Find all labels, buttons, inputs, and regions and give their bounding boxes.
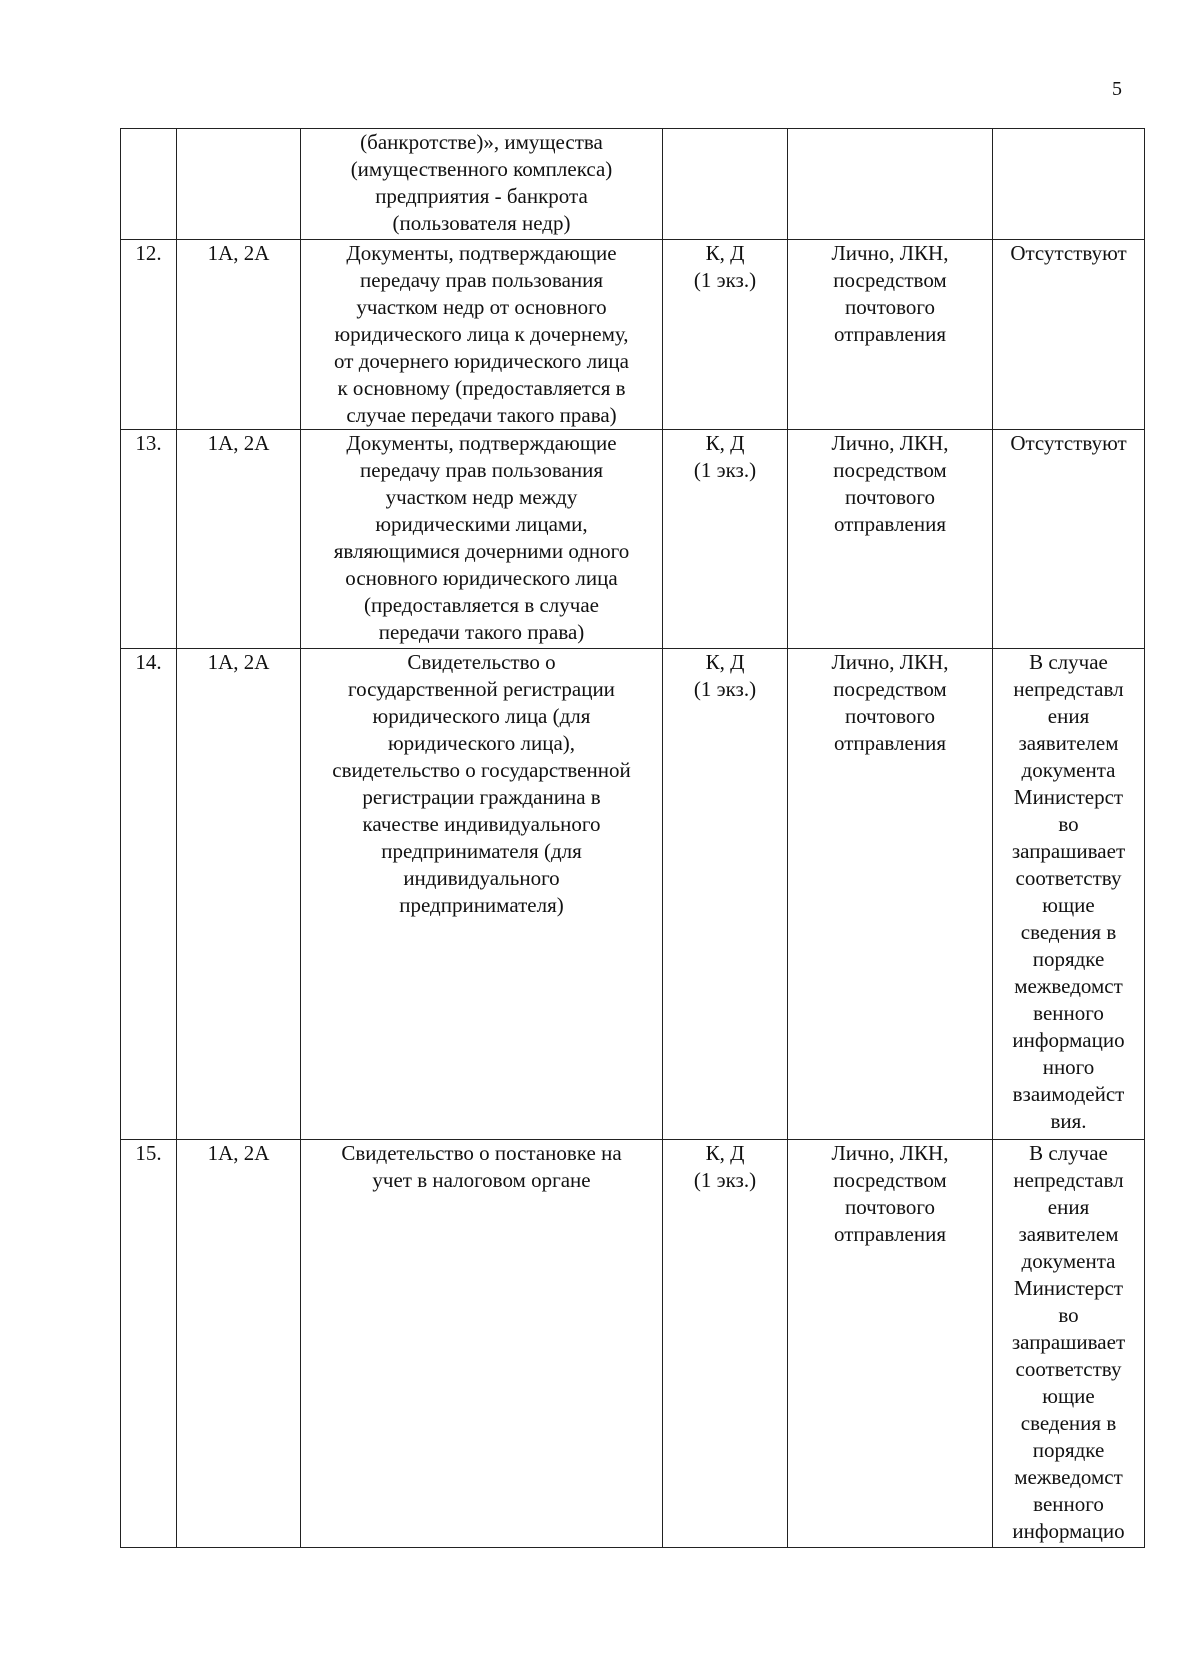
cell-text-line: Лично, ЛКН, bbox=[831, 1141, 949, 1165]
cell-text-line: посредством bbox=[833, 268, 947, 292]
cell-text-line: предпринимателя (для bbox=[381, 839, 582, 863]
cell-text: 13. bbox=[135, 431, 162, 455]
cell-text-line: Свидетельство о bbox=[407, 650, 556, 674]
cell-text-line: (1 экз.) bbox=[693, 677, 757, 701]
cell-text-line: учет в налоговом органе bbox=[372, 1168, 591, 1192]
cell-text-line: (1 экз.) bbox=[693, 268, 757, 292]
cell-text-line: Свидетельство о постановке на bbox=[341, 1141, 622, 1165]
cell-text-line: сведения в bbox=[1020, 1411, 1117, 1435]
cell-text-line: К, Д bbox=[705, 1141, 745, 1165]
cell-text-line: отправления bbox=[833, 512, 947, 536]
cell-text-line: во bbox=[1058, 1303, 1079, 1327]
form-cell bbox=[663, 649, 788, 1140]
cell-text: 1А, 2А bbox=[207, 1141, 270, 1165]
cell-text-line: отправления bbox=[833, 322, 947, 346]
category-cell bbox=[177, 1140, 301, 1548]
cell-text-line: Лично, ЛКН, bbox=[831, 431, 949, 455]
submission-method-cell bbox=[788, 430, 993, 649]
cell-text-line: ющие bbox=[1042, 1384, 1095, 1408]
cell-text-line: (предоставляется в случае bbox=[364, 593, 599, 617]
cell-text-line: (банкротстве)», имущества bbox=[360, 130, 603, 154]
cell-text-line: (1 экз.) bbox=[693, 1168, 757, 1192]
cell-text-line: межведомст bbox=[1014, 974, 1123, 998]
cell-text: 15. bbox=[135, 1141, 162, 1165]
documents-table-body bbox=[121, 129, 1145, 1548]
cell-text-line: от дочернего юридического лица bbox=[334, 349, 629, 373]
category-cell bbox=[177, 240, 301, 430]
cell-text-line: Лично, ЛКН, bbox=[831, 241, 949, 265]
cell-text-line: (1 экз.) bbox=[693, 458, 757, 482]
submission-method-cell bbox=[788, 649, 993, 1140]
form-cell bbox=[663, 1140, 788, 1548]
cell-text-line: почтового bbox=[844, 1195, 936, 1219]
cell-text-line: информацио bbox=[1012, 1519, 1125, 1543]
page-number: 5 bbox=[1112, 78, 1122, 100]
cell-text-line: межведомст bbox=[1014, 1465, 1123, 1489]
note-cell bbox=[993, 1140, 1145, 1548]
cell-text-line: Отсутствуют bbox=[1010, 241, 1127, 265]
cell-text-line: В случае bbox=[1029, 1141, 1108, 1165]
cell-text-line: непредставл bbox=[1013, 677, 1124, 701]
table-row bbox=[121, 430, 1145, 649]
cell-text-line: К, Д bbox=[705, 241, 745, 265]
document-name-cell bbox=[301, 1140, 663, 1548]
cell-text-line: участком недр от основного bbox=[356, 295, 607, 319]
cell-text-line: почтового bbox=[844, 704, 936, 728]
cell-text-line: ения bbox=[1047, 704, 1090, 728]
cell-text-line: регистрации гражданина в bbox=[362, 785, 601, 809]
row-number-cell bbox=[121, 129, 177, 240]
cell-text-line: ения bbox=[1047, 1195, 1090, 1219]
category-cell bbox=[177, 129, 301, 240]
cell-text-line: В случае bbox=[1029, 650, 1108, 674]
row-number-cell bbox=[121, 1140, 177, 1548]
cell-text-line: взаимодейст bbox=[1012, 1082, 1125, 1106]
submission-method-cell bbox=[788, 240, 993, 430]
cell-text-line: почтового bbox=[844, 485, 936, 509]
cell-text-line: индивидуального bbox=[403, 866, 560, 890]
note-cell bbox=[993, 129, 1145, 240]
cell-text-line: вия. bbox=[1050, 1109, 1087, 1133]
cell-text-line: основного юридического лица bbox=[345, 566, 618, 590]
cell-text-line: порядке bbox=[1032, 947, 1105, 971]
cell-text-line: качестве индивидуального bbox=[362, 812, 601, 836]
cell-text: 12. bbox=[135, 241, 162, 265]
cell-text-line: К, Д bbox=[705, 431, 745, 455]
cell-text-line: посредством bbox=[833, 458, 947, 482]
cell-text-line: во bbox=[1058, 812, 1079, 836]
cell-text-line: запрашивает bbox=[1011, 839, 1126, 863]
cell-text-line: порядке bbox=[1032, 1438, 1105, 1462]
document-name-cell bbox=[301, 129, 663, 240]
cell-text-line: Министерст bbox=[1013, 1276, 1124, 1300]
table-row bbox=[121, 649, 1145, 1140]
cell-text-line: свидетельство о государственной bbox=[332, 758, 631, 782]
row-number-cell bbox=[121, 240, 177, 430]
category-cell bbox=[177, 430, 301, 649]
document-name-cell bbox=[301, 240, 663, 430]
submission-method-cell bbox=[788, 129, 993, 240]
submission-method-cell bbox=[788, 1140, 993, 1548]
table-row bbox=[121, 129, 1145, 240]
cell-text-line: сведения в bbox=[1020, 920, 1117, 944]
documents-table bbox=[120, 128, 1145, 1548]
cell-text-line: заявителем bbox=[1018, 731, 1119, 755]
table-row bbox=[121, 1140, 1145, 1548]
cell-text-line: предпринимателя) bbox=[399, 893, 564, 917]
document-name-cell bbox=[301, 430, 663, 649]
cell-text-line: передачу прав пользования bbox=[359, 458, 604, 482]
cell-text-line: ющие bbox=[1042, 893, 1095, 917]
cell-text-line: документа bbox=[1021, 758, 1116, 782]
cell-text-line: информацио bbox=[1012, 1028, 1125, 1052]
cell-text-line: соответству bbox=[1015, 866, 1122, 890]
cell-text: 1А, 2А bbox=[207, 241, 270, 265]
cell-text-line: заявителем bbox=[1018, 1222, 1119, 1246]
cell-text-line: Документы, подтверждающие bbox=[346, 241, 617, 265]
note-cell bbox=[993, 430, 1145, 649]
cell-text-line: участком недр между bbox=[385, 485, 578, 509]
cell-text-line: венного bbox=[1033, 1001, 1104, 1025]
cell-text-line: передачи такого права) bbox=[378, 620, 585, 644]
document-name-cell bbox=[301, 649, 663, 1140]
note-cell bbox=[993, 649, 1145, 1140]
cell-text-line: отправления bbox=[833, 731, 947, 755]
cell-text-line: государственной регистрации bbox=[348, 677, 615, 701]
cell-text-line: запрашивает bbox=[1011, 1330, 1126, 1354]
cell-text-line: случае передачи такого права) bbox=[346, 403, 617, 427]
form-cell bbox=[663, 129, 788, 240]
cell-text: 1А, 2А bbox=[207, 650, 270, 674]
cell-text-line: (пользователя недр) bbox=[392, 211, 571, 235]
cell-text-line: К, Д bbox=[705, 650, 745, 674]
form-cell bbox=[663, 430, 788, 649]
cell-text-line: венного bbox=[1033, 1492, 1104, 1516]
cell-text-line: документа bbox=[1021, 1249, 1116, 1273]
cell-text-line: предприятия - банкрота bbox=[375, 184, 588, 208]
cell-text-line: к основному (предоставляется в bbox=[337, 376, 626, 400]
cell-text-line: отправления bbox=[833, 1222, 947, 1246]
cell-text-line: (имущественного комплекса) bbox=[350, 157, 613, 181]
cell-text-line: почтового bbox=[844, 295, 936, 319]
cell-text-line: юридическими лицами, bbox=[375, 512, 588, 536]
category-cell bbox=[177, 649, 301, 1140]
cell-text-line: Лично, ЛКН, bbox=[831, 650, 949, 674]
cell-text-line: посредством bbox=[833, 677, 947, 701]
cell-text-line: посредством bbox=[833, 1168, 947, 1192]
cell-text-line: непредставл bbox=[1013, 1168, 1124, 1192]
cell-text-line: нного bbox=[1042, 1055, 1095, 1079]
cell-text-line: юридического лица), bbox=[387, 731, 576, 755]
row-number-cell bbox=[121, 649, 177, 1140]
table-row bbox=[121, 240, 1145, 430]
cell-text-line: передачу прав пользования bbox=[359, 268, 604, 292]
note-cell bbox=[993, 240, 1145, 430]
row-number-cell bbox=[121, 430, 177, 649]
cell-text: 14. bbox=[135, 650, 162, 674]
form-cell bbox=[663, 240, 788, 430]
cell-text-line: юридического лица (для bbox=[372, 704, 591, 728]
cell-text-line: Отсутствуют bbox=[1010, 431, 1127, 455]
cell-text: 1А, 2А bbox=[207, 431, 270, 455]
cell-text-line: Министерст bbox=[1013, 785, 1124, 809]
cell-text-line: Документы, подтверждающие bbox=[346, 431, 617, 455]
cell-text-line: соответству bbox=[1015, 1357, 1122, 1381]
cell-text-line: являющимися дочерними одного bbox=[333, 539, 630, 563]
cell-text-line: юридического лица к дочернему, bbox=[334, 322, 629, 346]
